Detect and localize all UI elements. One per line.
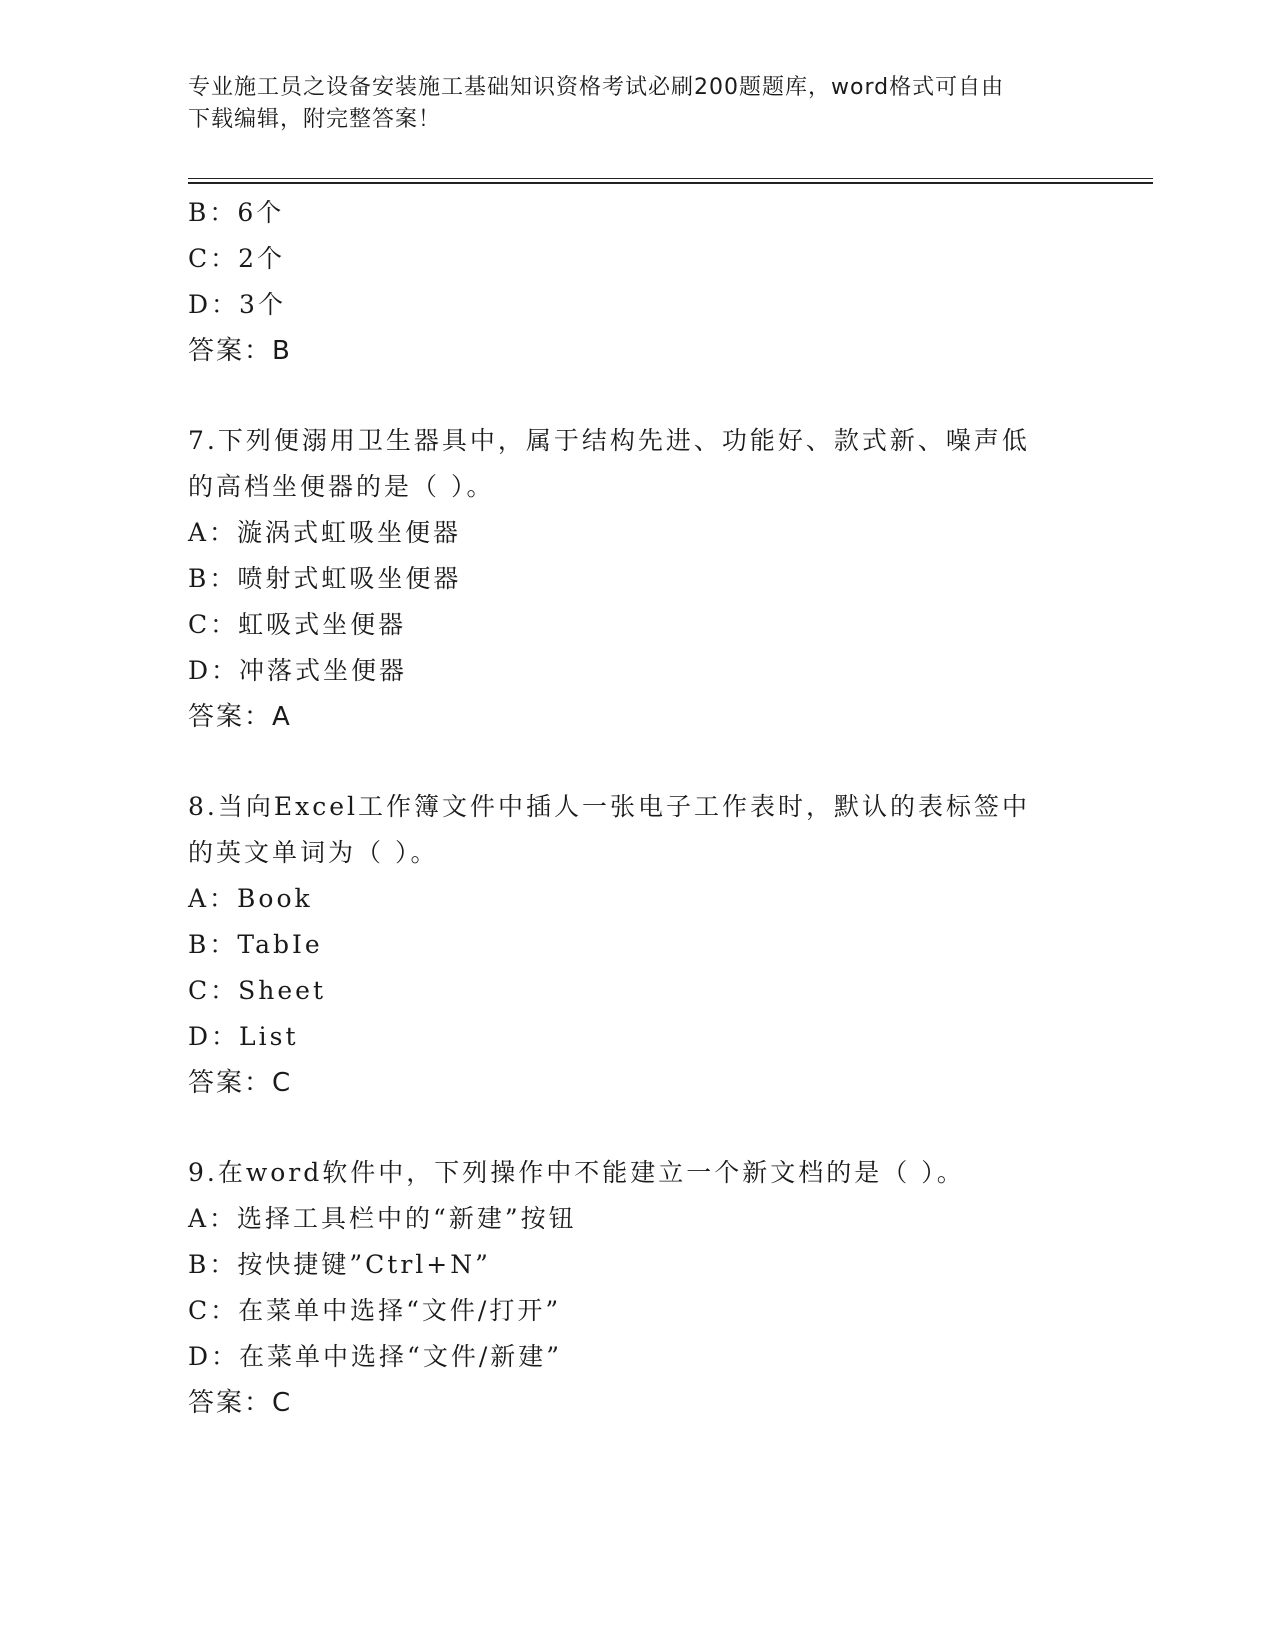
header-title-line-2: 下载编辑，附完整答案！ [188, 107, 442, 132]
option-b: B：按快捷键”Ctrl+N” [188, 1250, 491, 1279]
question-stem-line-1: 7.下列便溺用卫生器具中，属于结构先进、功能好、款式新、噪声低 [188, 426, 1030, 455]
header-divider-thin [188, 178, 1153, 179]
answer-line: 答案：C [188, 1388, 293, 1418]
question-9 [188, 1150, 1068, 1426]
option-d: D：冲落式坐便器 [188, 656, 408, 685]
option-c: C：Sheet [188, 976, 326, 1005]
answer-line: 答案：C [188, 1068, 293, 1098]
option-c: C：2个 [188, 244, 286, 273]
option-d: D：List [188, 1022, 299, 1051]
answer-line: 答案：B [188, 336, 292, 366]
question-8 [188, 784, 1068, 1106]
option-d: D：3个 [188, 290, 286, 319]
option-c: C：虹吸式坐便器 [188, 610, 407, 639]
option-b: B：喷射式虹吸坐便器 [188, 564, 462, 593]
spacer [188, 740, 1068, 784]
header-title-line-1: 专业施工员之设备安装施工基础知识资格考试必刷200题题库，word格式可自由 [188, 75, 1005, 100]
answer-line: 答案：A [188, 702, 292, 732]
question-list [188, 190, 1068, 1426]
question-7 [188, 418, 1068, 740]
spacer [188, 1106, 1068, 1150]
option-a: A：选择工具栏中的“新建”按钮 [188, 1204, 577, 1233]
question-stem-line-2: 的英文单词为（ ）。 [188, 838, 439, 867]
question-6-tail [188, 190, 1068, 374]
spacer [188, 374, 1068, 418]
option-a: A：Book [188, 884, 313, 913]
option-b: B：6个 [188, 198, 285, 227]
option-c: C：在菜单中选择“文件/打开” [188, 1296, 562, 1325]
document-header [188, 72, 1068, 136]
option-d: D：在菜单中选择“文件/新建” [188, 1342, 563, 1371]
header-divider-thick [188, 182, 1153, 184]
question-stem-line-1: 8.当向Excel工作簿文件中插人一张电子工作表时，默认的表标签中 [188, 792, 1030, 821]
question-stem-line-2: 的高档坐便器的是（ ）。 [188, 472, 495, 501]
option-b: B：TabIe [188, 930, 323, 959]
question-stem-line-1: 9.在word软件中，下列操作中不能建立一个新文档的是（ ）。 [188, 1158, 965, 1187]
option-a: A：漩涡式虹吸坐便器 [188, 518, 462, 547]
